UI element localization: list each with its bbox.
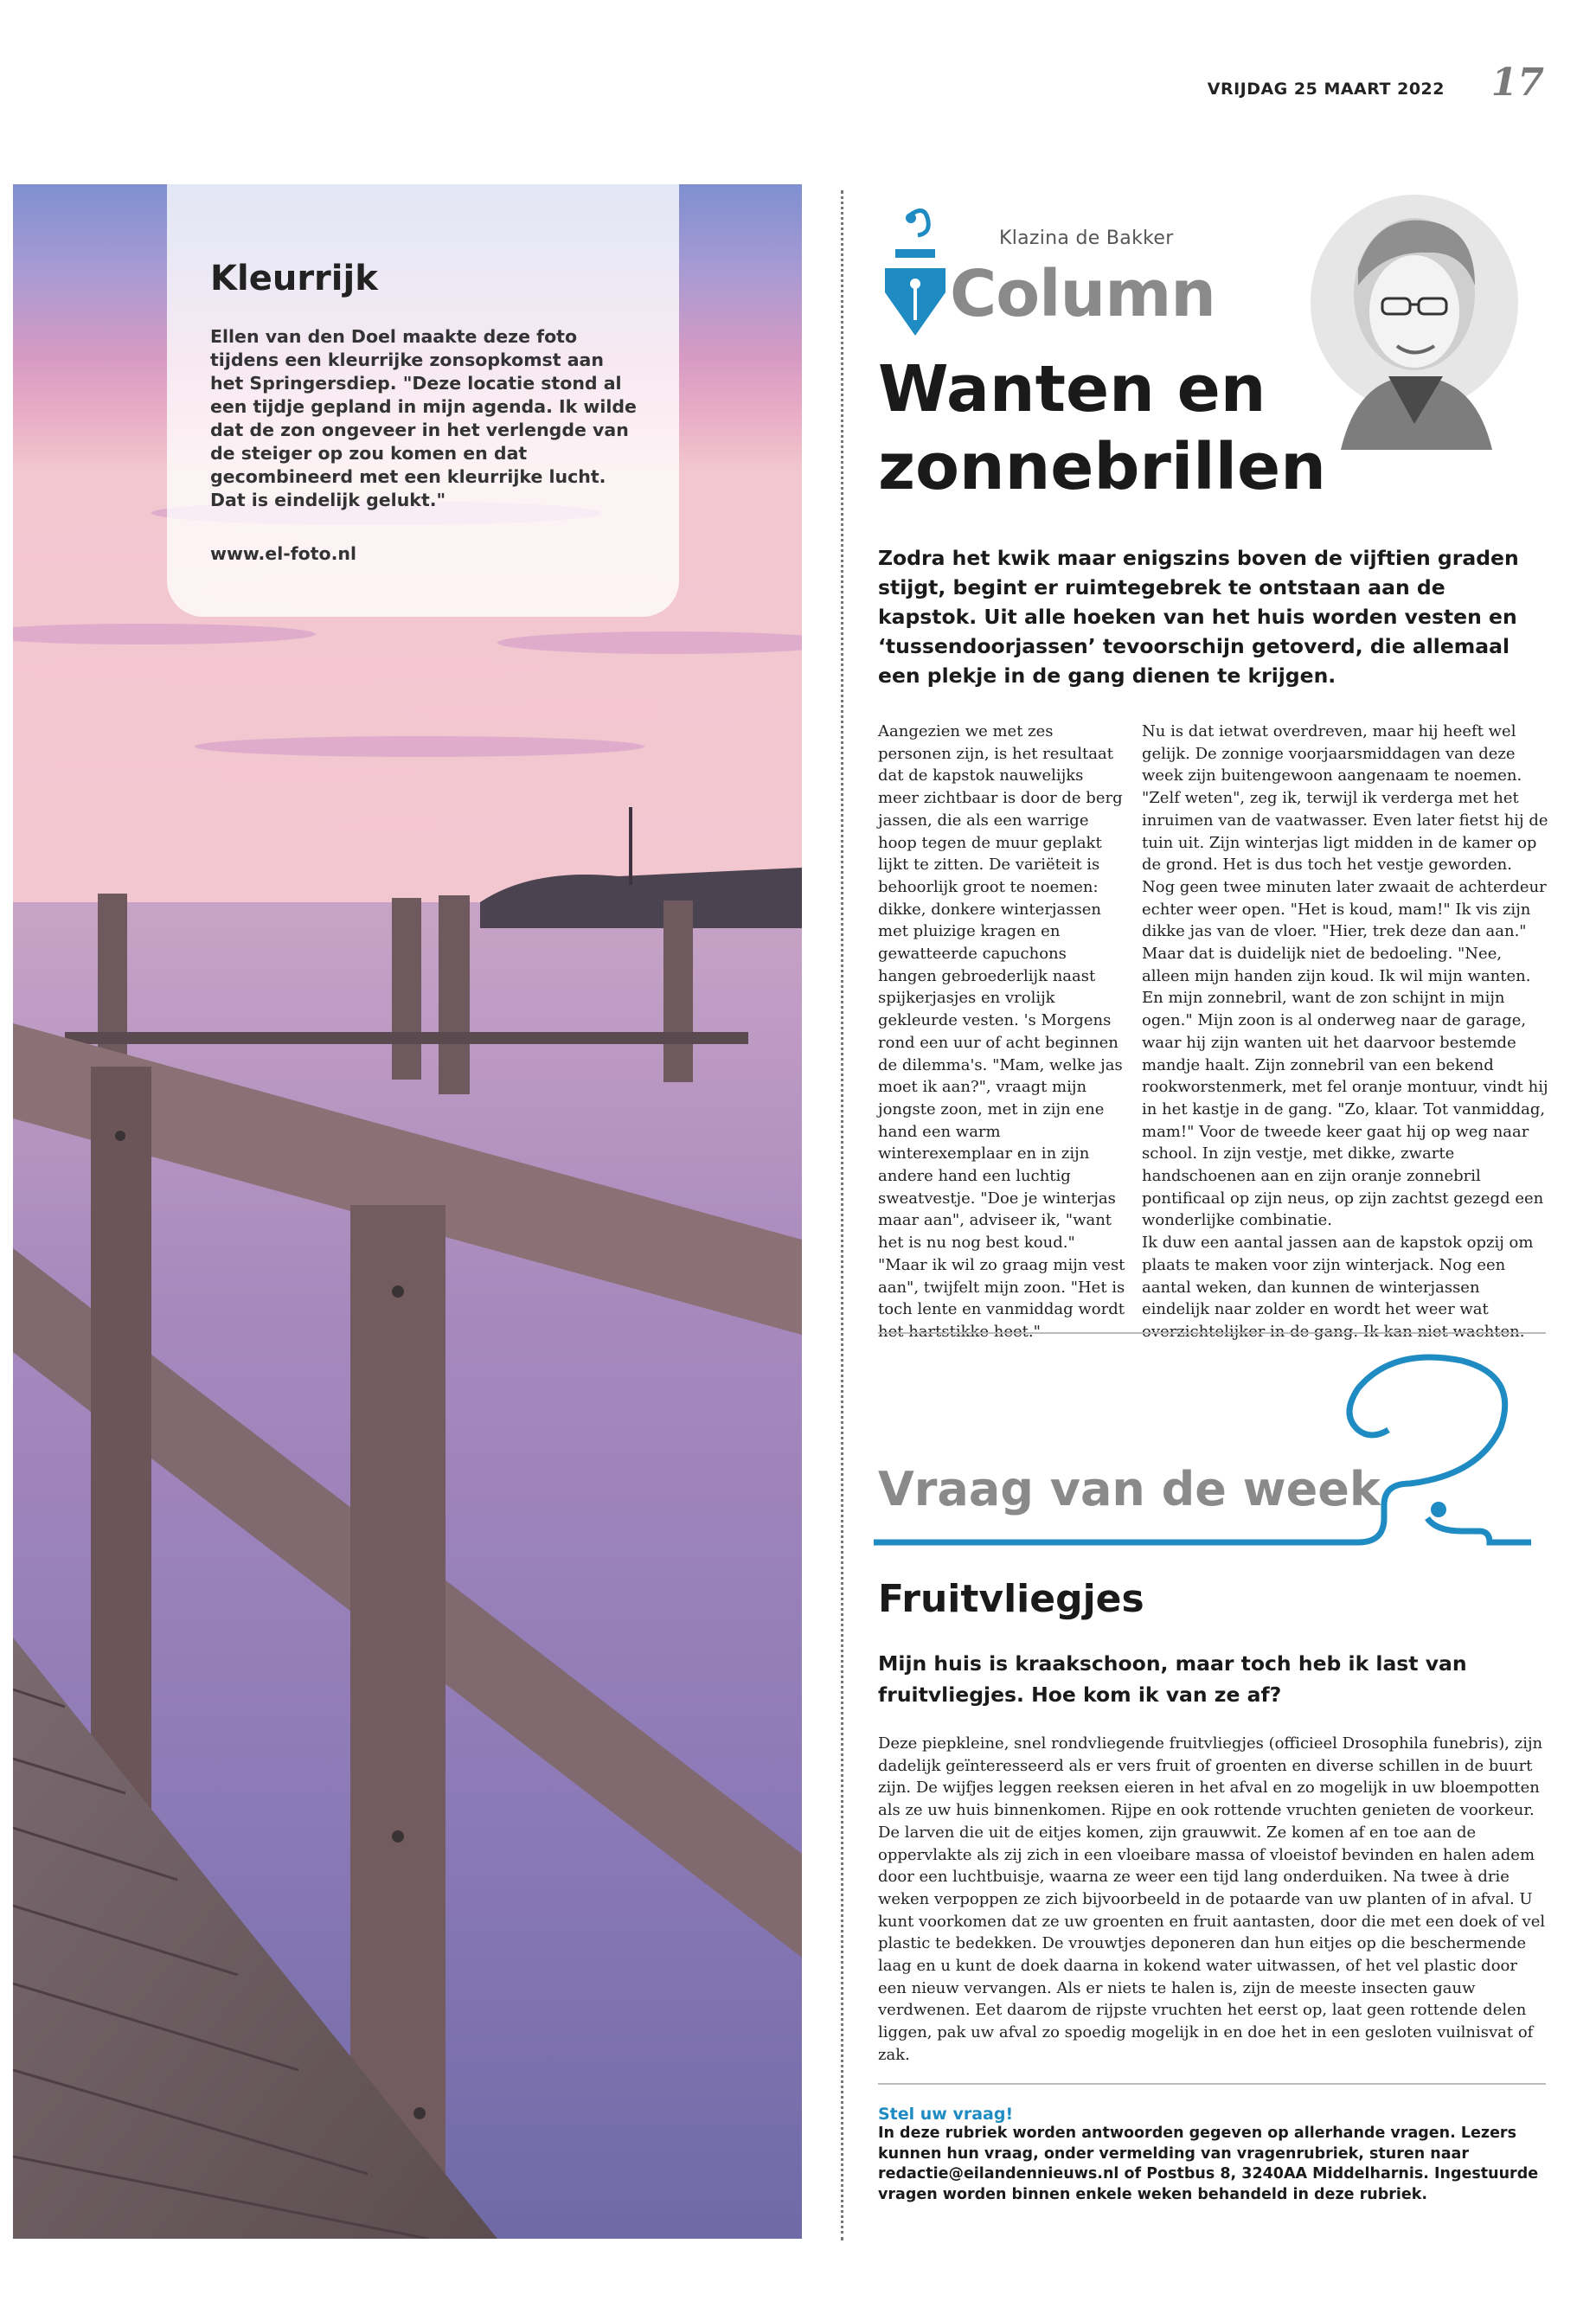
column-author: Klazina de Bakker: [999, 228, 1174, 249]
column-label: Column: [950, 257, 1215, 331]
caption-body: Ellen van den Doel maakte deze foto tijdens een kleurrijke zonsopkomst aan het Springersdiep. "Deze locatie stond al een tijdje gepland in mijn agenda. Ik wilde dat de zon ongeveer in het verlengde van de steiger op zou komen en dat gecombineerd met een kleurrijke lucht. Dat is eindelijk gelukt.": [210, 326, 637, 510]
vraag-label: Vraag van de week: [878, 1462, 1381, 1516]
section-divider: [878, 1332, 1546, 1334]
caption-url[interactable]: www.el-foto.nl: [210, 543, 357, 564]
caption-title: Kleurrijk: [210, 259, 378, 298]
column-body-left: [878, 721, 1129, 1343]
column-headline: Wanten en zonnebrillen: [878, 352, 1326, 504]
column-paragraph: Ik duw een aantal jassen aan de kapstok opzij om plaats te maken voor zijn winterjack. Nog een aantal weken, dan kunnen de winterjassen eindelijk naar zolder en wordt het weer wat overzichtelijker in de gang. Ik kan niet wachten.: [1142, 1234, 1534, 1341]
ask-question-body: In deze rubriek worden antwoorden gegeven op allerhande vragen. Lezers kunnen hun vraag, onder vermelding van vragenrubriek, sturen naar redactie@eilandennieuws.nl of Postbus 8, 3240AA Middelharnis. Ingestuurde vragen worden binnen enkele weken behandeld in deze rubriek.: [878, 2125, 1539, 2203]
issue-date: VRIJDAG 25 MAART 2022: [1207, 80, 1445, 99]
section-divider: [878, 2083, 1546, 2085]
page-number: 17: [1490, 61, 1544, 105]
column-divider: [841, 190, 843, 2240]
photo-caption-card: [167, 184, 679, 617]
fountain-pen-icon: [878, 206, 952, 340]
ask-question-title: Stel uw vraag!: [878, 2105, 1014, 2124]
vraag-headline: Fruitvliegjes: [878, 1577, 1144, 1621]
vraag-answer: Deze piepkleine, snel rondvliegende fruitvliegjes (officieel Drosophila funebris), zijn dadelijk geïnteresseerd als er vers fruit of groenten en diverse schillen in de buurt zijn. De wijfjes leggen reeksen eieren in het afval en zo mogelijk in uw bloempotten als ze uw huis binnenkomen. Rijpe en ook rottende vruchten genieten de voorkeur. De larven die uit de eitjes komen, zijn grauwwit. Ze komen af en toe aan de oppervlakte als zij zich in een vloeibare massa of vloeistof bevinden en halen adem door een luchtbuisje, waarna ze weer een tijd lang onderduiken. Na twee à drie weken verpoppen ze zich bijvoorbeeld in de potaarde van uw planten of in afval. U kunt voorkomen dat ze uw groenten en fruit aantasten, door die met een doek of vel plastic te bedekken. De vrouwtjes deponeren dan hun eitjes op die beschermende laag en u kunt de doek daarna in kokend water uitwassen, of het vel plastic door een nieuw vervangen. Als er niets te halen is, zijn de meeste insecten gauw verdwenen. Eet daarom de rijpste vruchten het eerst op, laat geen rottende delen liggen, pak uw afval zo spoedig mogelijk in en doe het in een gesloten vuilnisvat of zak.: [878, 1734, 1546, 2064]
vraag-question: Mijn huis is kraakschoon, maar toch heb ik last van fruitvliegjes. Hoe kom ik van ze af?: [878, 1651, 1467, 1707]
question-mark-icon: [874, 1354, 1531, 1553]
column-paragraph: Aangezien we met zes personen zijn, is het resultaat dat de kapstok nauwelijks meer zichtbaar is door de berg jassen, die als een warrige hoop tegen de muur geplakt lijkt te zitten. De variëteit is behoorlijk groot te noemen: dikke, donkere winterjassen met pluizige kragen en gewatteerde capuchons hangen gebroederlijk naast spijkerjasjes en vrolijk gekleurde vesten. 's Morgens rond een uur of acht beginnen de dilemma's. "Mam, welke jas moet ik aan?", vraagt mijn jongste zoon, met in zijn ene hand een warm winterexemplaar en in zijn andere hand een luchtig sweatvestje. "Doe je winterjas maar aan", adviseer ik, "want het is nu nog best koud." "Maar ik wil zo graag mijn vest aan", twijfelt mijn zoon. "Het is toch lente en vanmiddag wordt het hartstikke heet.": [878, 722, 1125, 1341]
column-body-right: [1142, 721, 1548, 1343]
column-paragraph: Nu is dat ietwat overdreven, maar hij heeft wel gelijk. De zonnige voorjaarsmiddagen van deze week zijn buitengewoon aangenaam te noemen. "Zelf weten", zeg ik, terwijl ik verderga met het inruimen van de vaatwasser. Even later fietst hij de tuin uit. Zijn winterjas ligt midden in de kamer op de grond. Het is dus toch het vestje geworden. Nog geen twee minuten later zwaait de achterdeur echter weer open. "Het is koud, mam!" Ik vis zijn dikke jas van de vloer. "Hier, trek deze dan aan." Maar dat is duidelijk niet de bedoeling. "Nee, alleen mijn handen zijn koud. Ik wil mijn wanten. En mijn zonnebril, want de zon schijnt in mijn ogen." Mijn zoon is al onderweg naar de garage, waar hij zijn wanten uit het daarvoor bestemde mandje haalt. Zijn zonnebril van een bekend rookworstenmerk, met fel oranje montuur, vindt hij in het kastje in de gang. "Zo, klaar. Tot vanmiddag, mam!" Voor de tweede keer gaat hij op weg naar school. In zijn vestje, met dikke, zwarte handschoenen aan en zijn oranje zonnebril pontificaal op zijn neus, op zijn zachtst gezegd een wonderlijke combinatie.: [1142, 722, 1548, 1230]
column-intro: Zodra het kwik maar enigszins boven de vijftien graden stijgt, begint er ruimtegebrek te ontstaan aan de kapstok. Uit alle hoeken van het huis worden vesten en ‘tussendoorjassen’ tevoorschijn getoverd, die allemaal een plekje in de gang dienen te krijgen.: [878, 546, 1519, 688]
